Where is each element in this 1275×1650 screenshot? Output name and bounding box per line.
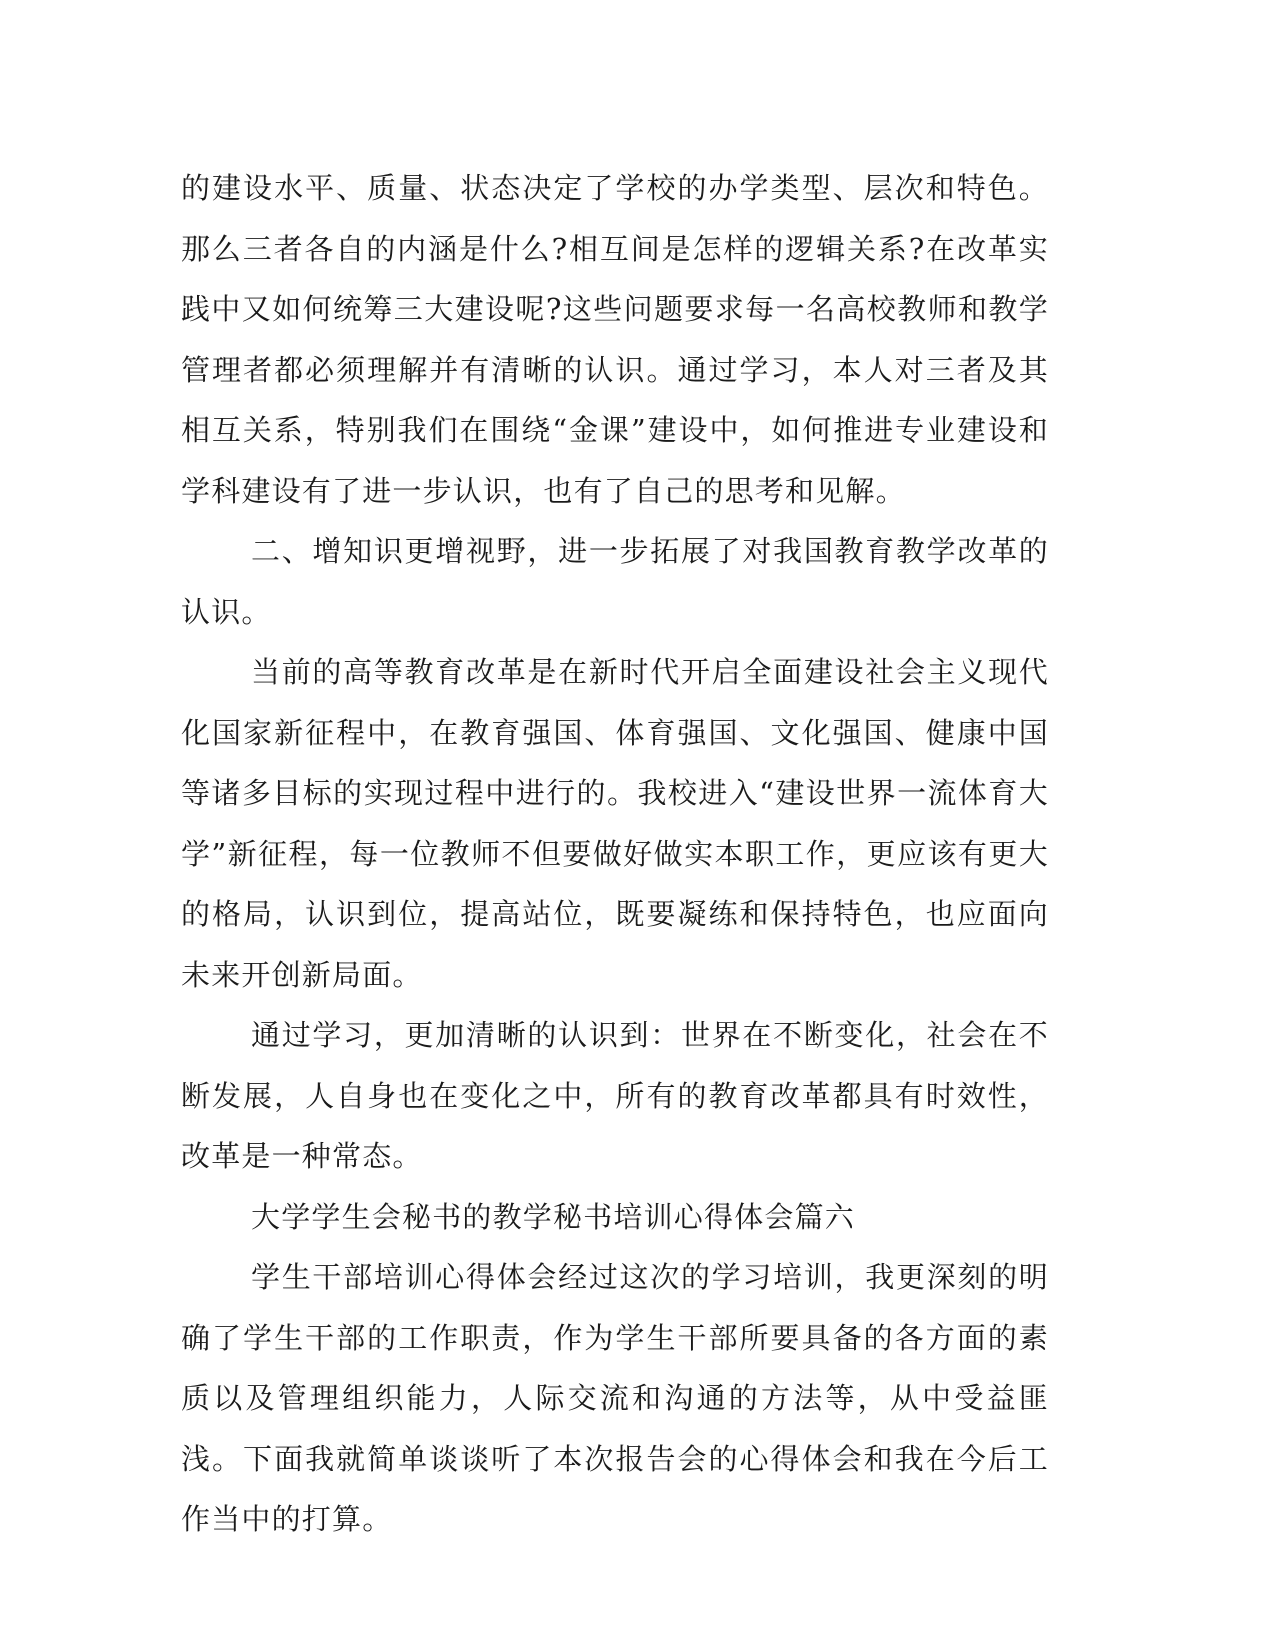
paragraph-higher-education-reform: 当前的高等教育改革是在新时代开启全面建设社会主义现代化国家新征程中，在教育强国、体育强国、文化强国、健康中国等诸多目标的实现过程中进行的。我校进入“建设世界一流体育大学”新征程，每一位教师不但要做好做实本职工作，更应该有更大的格局，认识到位，提高站位，既要凝练和保持特色，也应面向未来开创新局面。 — [181, 655, 1049, 992]
paragraph-section-two-heading: 二、增知识更增视野，进一步拓展了对我国教育教学改革的认识。 — [181, 534, 1049, 629]
paragraph-part-six-title: 大学学生会秘书的教学秘书培训心得体会篇六 — [251, 1199, 856, 1234]
paragraph-intro-continued: 的建设水平、质量、状态决定了学校的办学类型、层次和特色。那么三者各自的内涵是什么?相互间是怎样的逻辑关系?在改革实践中又如何统筹三大建设呢?这些问题要求每一名高校教师和教学管理者都必须理解并有清晰的认识。通过学习，本人对三者及其相互关系，特别我们在围绕“金课”建设中，如何推进专业建设和学科建设有了进一步认识，也有了自己的思考和见解。 — [181, 171, 1049, 508]
document-body — [181, 158, 1049, 1550]
paragraph-reform-is-normal: 通过学习，更加清晰的认识到：世界在不断变化，社会在不断发展，人自身也在变化之中，所有的教育改革都具有时效性，改革是一种常态。 — [181, 1018, 1049, 1173]
paragraph-student-cadre-training: 学生干部培训心得体会经过这次的学习培训，我更深刻的明确了学生干部的工作职责，作为学生干部所要具备的各方面的素质以及管理组织能力，人际交流和沟通的方法等，从中受益匪浅。下面我就简单谈谈听了本次报告会的心得体会和我在今后工作当中的打算。 — [181, 1260, 1049, 1536]
